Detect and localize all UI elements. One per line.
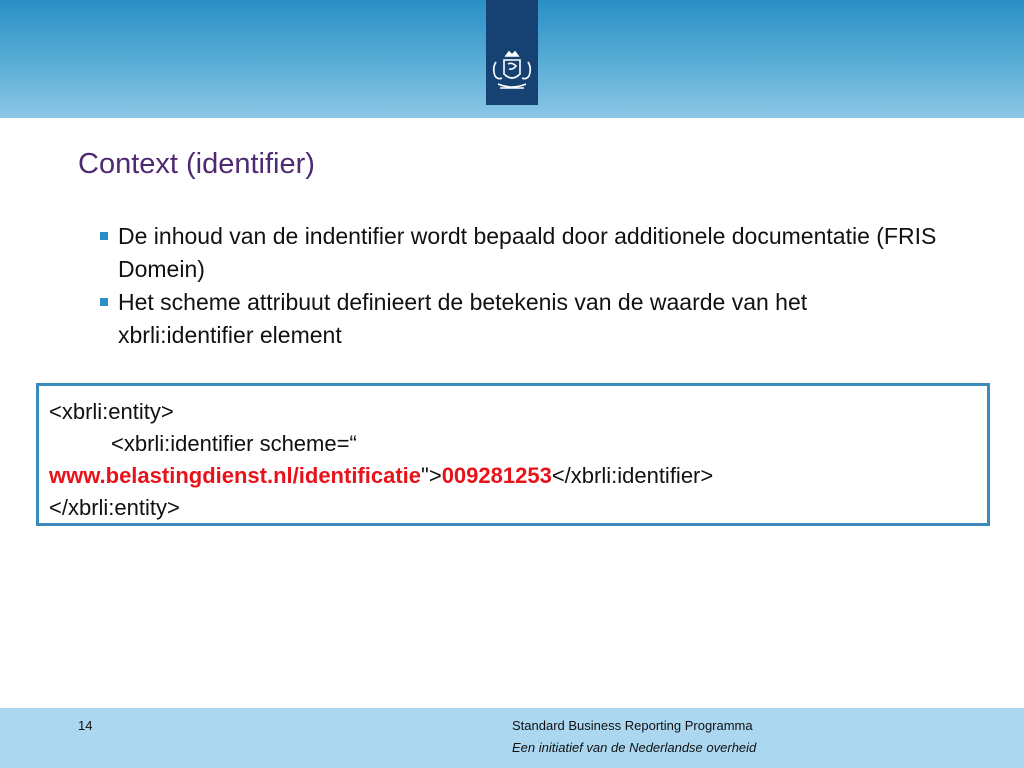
government-logo — [486, 0, 538, 105]
scheme-url: www.belastingdienst.nl/identificatie — [49, 463, 422, 488]
bullet-text: De inhoud van de indentifier wordt bepaald door additionele documentatie (FRIS Domein) — [118, 223, 937, 282]
code-line-scheme — [49, 460, 987, 492]
coat-of-arms-icon — [486, 50, 538, 96]
code-line-identifier-open: <xbrli:identifier scheme=“ — [111, 431, 357, 456]
bullet-list — [100, 220, 940, 352]
identifier-close-tag: </xbrli:identifier> — [551, 463, 714, 488]
footer-band — [0, 708, 1024, 768]
attribute-close: "> — [421, 463, 442, 488]
identifier-value: 009281253 — [441, 463, 552, 488]
page-number: 14 — [78, 718, 93, 733]
xbrl-code-example — [36, 383, 990, 526]
square-bullet-icon — [100, 232, 108, 240]
code-line-entity-open: <xbrli:entity> — [49, 399, 174, 424]
slide-title: Context (identifier) — [78, 148, 315, 180]
square-bullet-icon — [100, 298, 108, 306]
bullet-text: Het scheme attribuut definieert de betekenis van de waarde van het xbrli:identifier element — [118, 289, 808, 348]
footer-program-name: Standard Business Reporting Programma — [512, 718, 753, 733]
code-line-entity-close: </xbrli:entity> — [49, 495, 180, 520]
bullet-item — [100, 220, 940, 286]
bullet-item — [100, 286, 940, 352]
footer-tagline: Een initiatief van de Nederlandse overheid — [512, 740, 757, 755]
